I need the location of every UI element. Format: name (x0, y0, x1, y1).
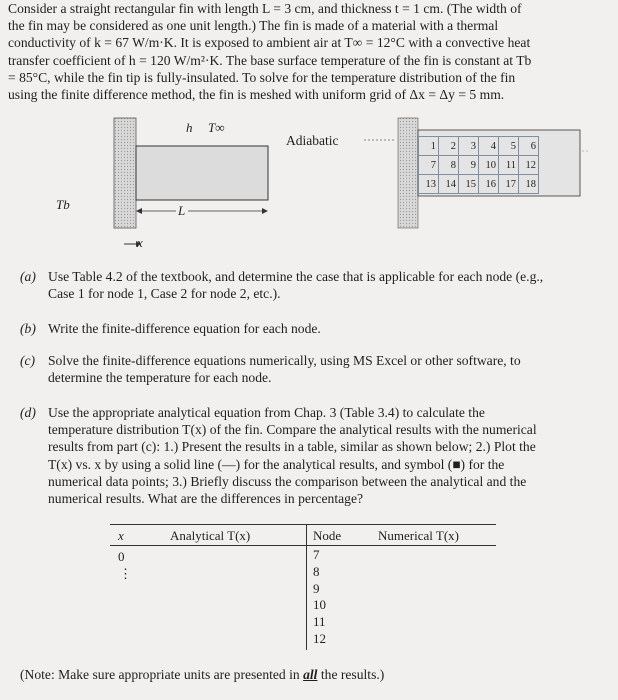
fin-body (136, 146, 268, 200)
x-axis-label: x (137, 235, 143, 250)
adiabatic-label: Adiabatic (286, 133, 339, 148)
grid-row (419, 175, 539, 194)
grid-node: 13 (419, 175, 439, 194)
grid-node: 18 (519, 175, 539, 194)
part-tag: (b) (20, 321, 36, 336)
problem-line: conductivity of k = 67 W/m·K. It is exposed to ambient air at T∞ = 12°C with a convective heat (8, 35, 531, 51)
node-value: 11 (313, 614, 326, 630)
grid-node: 7 (419, 156, 439, 175)
node-value: 8 (313, 563, 320, 579)
problem-line: = 85°C, while the fin tip is fully-insulated. To solve for the temperature distribution of the fin (8, 69, 516, 85)
tinf-label: T∞ (208, 120, 225, 135)
base-wall (114, 118, 136, 228)
grid-node: 8 (439, 156, 459, 175)
length-label: L (178, 203, 186, 218)
tb-label: Tb (56, 197, 70, 212)
grid-node: 6 (519, 137, 539, 156)
grid-base-wall (398, 118, 418, 228)
grid-row (419, 156, 539, 175)
grid-node: 16 (479, 175, 499, 194)
grid-node: 5 (499, 137, 519, 156)
node-value: 12 (313, 630, 326, 646)
note: (Note: Make sure appropriate units are presented in all the results.) (20, 667, 385, 682)
part-b (20, 320, 605, 337)
part-line: T(x) vs. x by using a solid line (—) for the analytical results, and symbol (■) for the (48, 456, 505, 472)
x-value: 0 (118, 549, 125, 564)
part-line: Solve the finite-difference equations numerically, using MS Excel or other software, to (48, 353, 521, 368)
problem-line: Consider a straight rectangular fin with length L = 3 cm, and thickness t = 1 cm. (The width of (8, 1, 522, 16)
part-line: Use the appropriate analytical equation from Chap. 3 (Table 3.4) to calculate the (48, 405, 485, 420)
problem-line: using the finite difference method, the fin is meshed with uniform grid of Δx = Δy = 5 mm. (8, 87, 505, 103)
node-value: 7 (313, 547, 320, 562)
x-ellipsis: ⋮ (119, 566, 132, 581)
part-a (20, 268, 605, 302)
part-line: temperature distribution T(x) of the fin. Compare the analytical results with the numerical (48, 422, 537, 438)
part-tag: (c) (20, 353, 36, 368)
problem-line: the fin may be considered as one unit length.) The fin is made of a material with a thermal (8, 18, 499, 34)
node-grid (418, 136, 539, 194)
header-x: x (118, 528, 124, 543)
h-label: h (186, 120, 193, 135)
part-line: determine the temperature for each node. (48, 370, 272, 386)
grid-node: 11 (499, 156, 519, 175)
grid-node: 4 (479, 137, 499, 156)
grid-node: 15 (459, 175, 479, 194)
grid-node: 14 (439, 175, 459, 194)
part-c (20, 352, 605, 386)
part-tag: (d) (20, 405, 36, 420)
node-value: 9 (313, 580, 320, 596)
grid-node: 2 (439, 137, 459, 156)
grid-node: 3 (459, 137, 479, 156)
grid-node: 17 (499, 175, 519, 194)
grid-node: 10 (479, 156, 499, 175)
part-line: Case 1 for node 1, Case 2 for node 2, etc.). (48, 286, 281, 302)
node-value: 10 (313, 597, 326, 613)
header-node: Node (313, 528, 342, 543)
part-d (20, 404, 605, 507)
problem-line: transfer coefficient of h = 120 W/m²·K. The base surface temperature of the fin is constant at Tb (8, 52, 532, 68)
part-line: numerical data points; 3.) Briefly discuss the comparison between the analytical and the (48, 473, 527, 489)
grid-node: 12 (519, 156, 539, 175)
part-line: Use Table 4.2 of the textbook, and determine the case that is applicable for each node (e.g., (48, 269, 544, 284)
part-tag: (a) (20, 269, 36, 284)
grid-node: 1 (419, 137, 439, 156)
part-line: results from part (c): 1.) Present the results in a table, similar as shown below; 2.) Plot the (48, 439, 536, 455)
part-line: Write the finite-difference equation for each node. (48, 321, 321, 336)
part-line: numerical results. What are the differences in percentage? (48, 491, 364, 507)
grid-node: 9 (459, 156, 479, 175)
node-list (313, 547, 326, 648)
header-analytical: Analytical T(x) (170, 528, 251, 543)
header-numerical: Numerical T(x) (378, 528, 459, 543)
grid-row (419, 137, 539, 156)
